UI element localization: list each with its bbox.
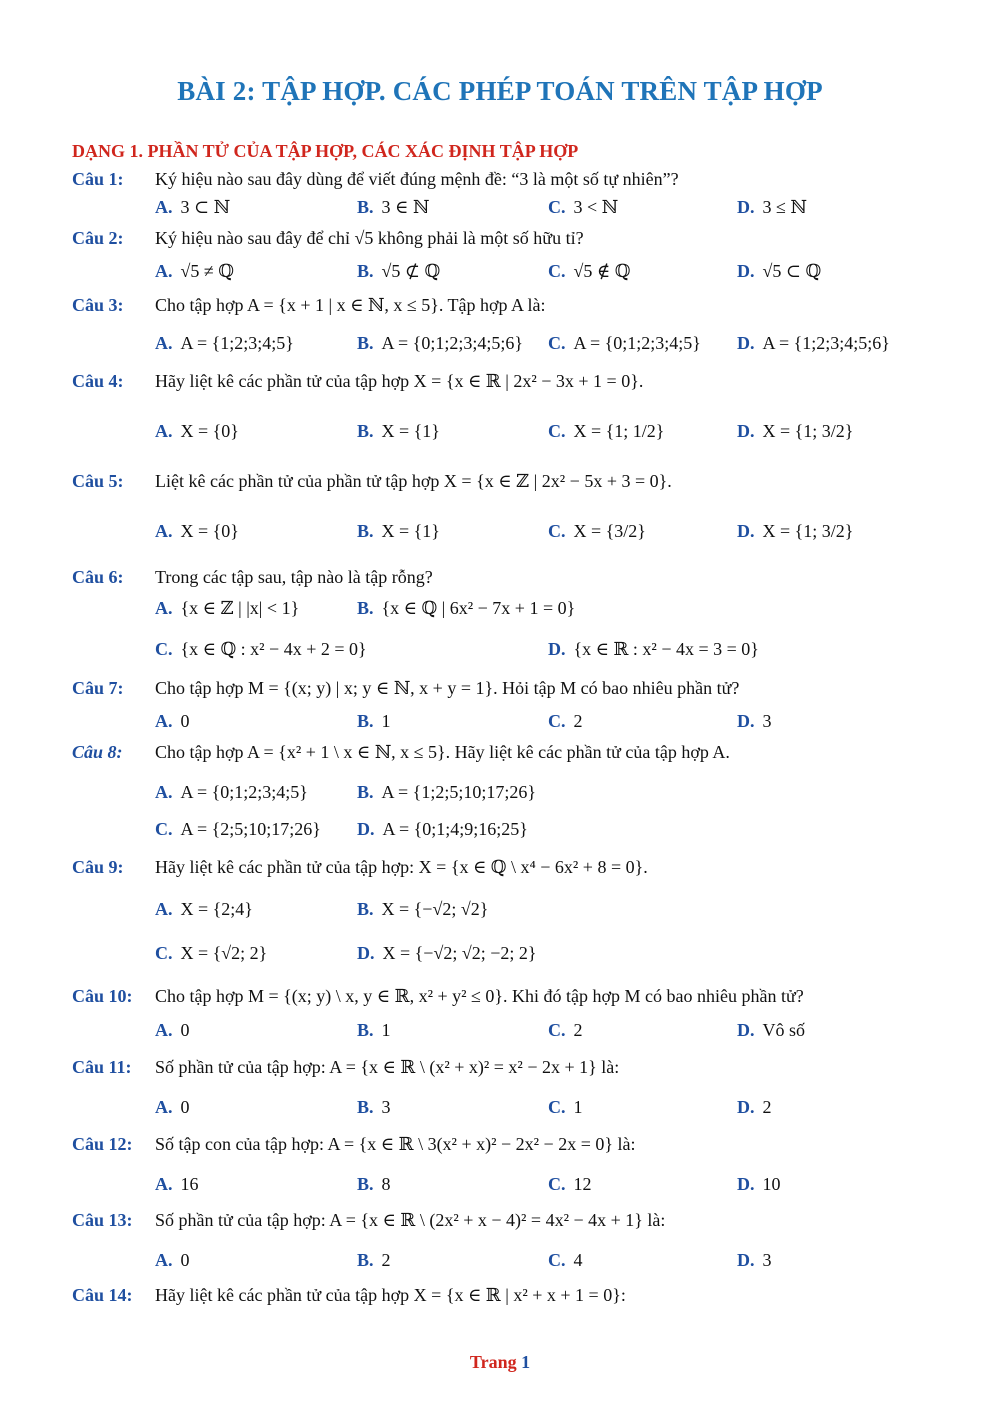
option-c: C. 4 (548, 1250, 583, 1270)
page-label: Trang (469, 1352, 517, 1372)
option-d: D. √5 ⊂ ℚ (737, 261, 822, 281)
option-d: D. X = {1; 3/2} (737, 521, 854, 541)
option-c: C. X = {√2; 2} (155, 943, 268, 963)
question-text: Cho tập hợp M = {(x; y) \ x, y ∈ ℝ, x² + y² ≤ 0}. Khi đó tập hợp M có bao nhiêu phần tử? (155, 986, 804, 1006)
option-b: B. 1 (357, 711, 391, 731)
option-b: B. A = {0;1;2;3;4;5;6} (357, 333, 523, 353)
option-c: C. X = {1; 1/2} (548, 421, 665, 441)
question-label: Câu 1: (72, 169, 124, 189)
question-label: Câu 2: (72, 228, 124, 248)
option-a: A. A = {0;1;2;3;4;5} (155, 782, 308, 802)
option-c: C. 1 (548, 1097, 583, 1117)
question-label: Câu 8: (72, 742, 123, 762)
question-label: Câu 3: (72, 295, 124, 315)
option-a: A. X = {2;4} (155, 899, 253, 919)
question-text: Trong các tập sau, tập nào là tập rỗng? (155, 567, 433, 587)
option-b: B. 8 (357, 1174, 391, 1194)
option-a: A. A = {1;2;3;4;5} (155, 333, 294, 353)
question-label: Câu 9: (72, 857, 124, 877)
section-heading: DẠNG 1. PHẦN TỬ CỦA TẬP HỢP, CÁC XÁC ĐỊNH TẬP HỢP (72, 141, 579, 161)
option-c: C. 3 < ℕ (548, 197, 619, 217)
question-label: Câu 14: (72, 1285, 133, 1305)
option-d: D. 10 (737, 1174, 781, 1194)
question-label: Câu 10: (72, 986, 133, 1006)
question-text: Cho tập hợp A = {x + 1 | x ∈ ℕ, x ≤ 5}. Tập hợp A là: (155, 295, 546, 315)
option-b: B. A = {1;2;5;10;17;26} (357, 782, 536, 802)
option-c: C. A = {2;5;10;17;26} (155, 819, 321, 839)
option-a: A. 3 ⊂ ℕ (155, 197, 231, 217)
option-d: D. A = {1;2;3;4;5;6} (737, 333, 890, 353)
question-text: Số phần tử của tập hợp: A = {x ∈ ℝ \ (x² + x)² = x² − 2x + 1} là: (155, 1057, 620, 1077)
option-b: B. 3 (357, 1097, 391, 1117)
option-a: A. X = {0} (155, 421, 239, 441)
option-a: A. X = {0} (155, 521, 239, 541)
option-b: B. {x ∈ ℚ | 6x² − 7x + 1 = 0} (357, 598, 576, 618)
option-c: C. 2 (548, 1020, 583, 1040)
question-label: Câu 12: (72, 1134, 133, 1154)
option-a: A. 0 (155, 711, 190, 731)
question-label: Câu 4: (72, 371, 124, 391)
option-d: D. X = {1; 3/2} (737, 421, 854, 441)
page-footer (0, 1352, 1000, 1373)
option-a: A. 0 (155, 1250, 190, 1270)
option-d: D. 3 (737, 711, 772, 731)
option-a: A. 0 (155, 1020, 190, 1040)
option-a: A. {x ∈ ℤ | |x| < 1} (155, 598, 300, 618)
option-d: D. 2 (737, 1097, 772, 1117)
option-d: D. X = {−√2; √2; −2; 2} (357, 943, 537, 963)
question-text: Ký hiệu nào sau đây để chỉ √5 không phải là một số hữu tỉ? (155, 228, 584, 248)
question-label: Câu 13: (72, 1210, 133, 1230)
option-d: D. Vô số (737, 1020, 806, 1040)
question-label: Câu 5: (72, 471, 124, 491)
option-d: D. 3 (737, 1250, 772, 1270)
option-b: B. X = {−√2; √2} (357, 899, 489, 919)
option-b: B. 2 (357, 1250, 391, 1270)
question-label: Câu 7: (72, 678, 124, 698)
option-a: A. 16 (155, 1174, 199, 1194)
page-number: 1 (521, 1352, 531, 1372)
question-label: Câu 11: (72, 1057, 132, 1077)
question-text: Ký hiệu nào sau đây dùng để viết đúng mệnh đề: “3 là một số tự nhiên”? (155, 169, 679, 189)
option-d: D. {x ∈ ℝ : x² − 4x = 3 = 0} (548, 639, 759, 659)
question-text: Cho tập hợp M = {(x; y) | x; y ∈ ℕ, x + y = 1}. Hỏi tập M có bao nhiêu phần tử? (155, 678, 740, 698)
question-text: Cho tập hợp A = {x² + 1 \ x ∈ ℕ, x ≤ 5}. Hãy liệt kê các phần tử của tập hợp A. (155, 742, 730, 762)
option-d: D. 3 ≤ ℕ (737, 197, 807, 217)
option-b: B. X = {1} (357, 421, 440, 441)
option-b: B. 3 ∈ ℕ (357, 197, 430, 217)
option-c: C. {x ∈ ℚ : x² − 4x + 2 = 0} (155, 639, 367, 659)
option-d: D. A = {0;1;4;9;16;25} (357, 819, 528, 839)
question-text: Số tập con của tập hợp: A = {x ∈ ℝ \ 3(x² + x)² − 2x² − 2x = 0} là: (155, 1134, 636, 1154)
option-c: C. 2 (548, 711, 583, 731)
option-b: B. 1 (357, 1020, 391, 1040)
question-text: Hãy liệt kê các phần tử của tập hợp X = {x ∈ ℝ | 2x² − 3x + 1 = 0}. (155, 371, 644, 391)
option-b: B. X = {1} (357, 521, 440, 541)
question-text: Hãy liệt kê các phần tử của tập hợp X = {x ∈ ℝ | x² + x + 1 = 0}: (155, 1285, 626, 1305)
question-text: Số phần tử của tập hợp: A = {x ∈ ℝ \ (2x² + x − 4)² = 4x² − 4x + 1} là: (155, 1210, 666, 1230)
option-c: C. X = {3/2} (548, 521, 646, 541)
option-a: A. √5 ≠ ℚ (155, 261, 234, 281)
option-c: C. 12 (548, 1174, 592, 1194)
question-text: Hãy liệt kê các phần tử của tập hợp: X = {x ∈ ℚ \ x⁴ − 6x² + 8 = 0}. (155, 857, 648, 877)
page-title: BÀI 2: TẬP HỢP. CÁC PHÉP TOÁN TRÊN TẬP HỢP (177, 76, 823, 106)
option-c: C. √5 ∉ ℚ (548, 261, 631, 281)
option-a: A. 0 (155, 1097, 190, 1117)
option-b: B. √5 ⊄ ℚ (357, 261, 441, 281)
option-c: C. A = {0;1;2;3;4;5} (548, 333, 701, 353)
question-label: Câu 6: (72, 567, 124, 587)
question-text: Liệt kê các phần tử của phần tử tập hợp X = {x ∈ ℤ | 2x² − 5x + 3 = 0}. (155, 471, 672, 491)
